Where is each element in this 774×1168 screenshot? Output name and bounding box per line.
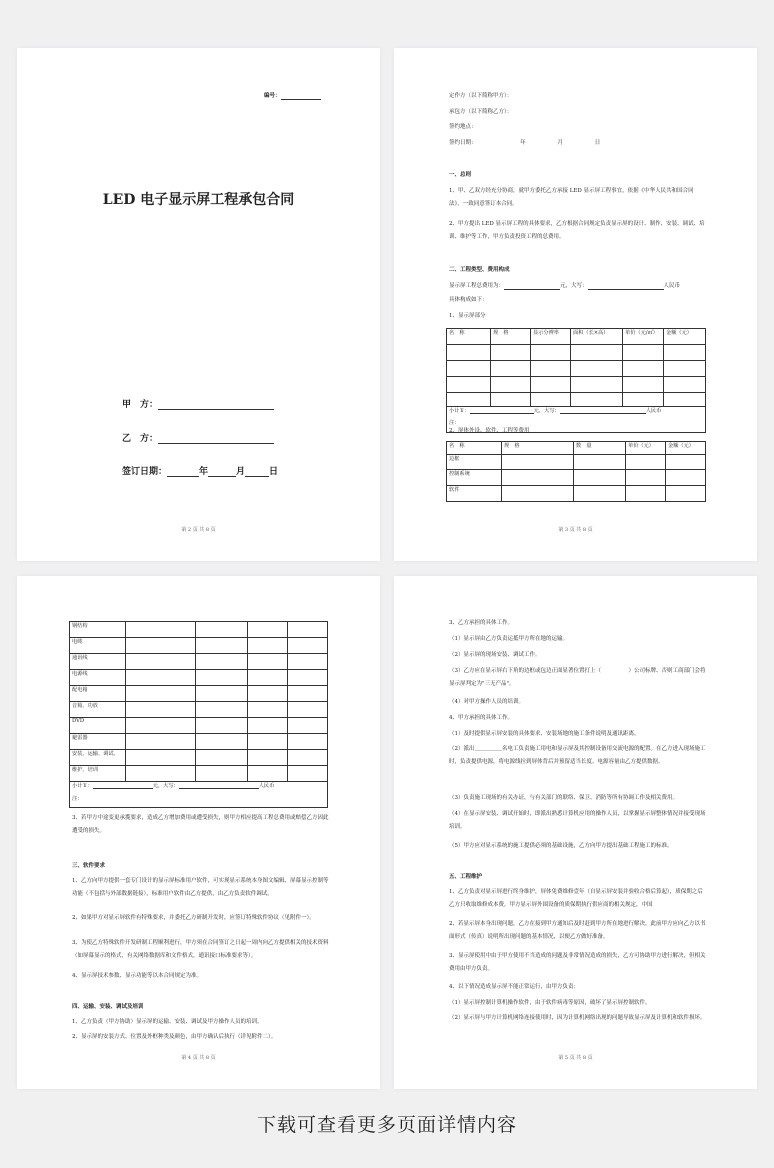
- contract-title: LED 电子显示屏工程承包合同: [102, 192, 295, 208]
- subtotal-row: 小计￥： 元，大写： 人民币: [447, 407, 706, 419]
- peripheral-cost-table: [446, 441, 706, 502]
- party-a-line: 甲 方：: [122, 397, 274, 410]
- clause-3-3: （3）乙方应在显示屏右下角的边框或包边正面显著位置打上（ ）公司标牌、否则工商部门会将显示屏判定为"三无产品"。: [449, 668, 706, 687]
- page-footer: 第 2 页 共 8 页: [181, 527, 216, 533]
- page-2: [17, 48, 380, 561]
- location-field: 签约地点：: [449, 124, 477, 130]
- section-5-p4-2: （2）显示屏与甲方计算机网络连接使用时，因为计算机网络出现的问题导致显示屏及计算机和软件损坏。: [449, 1015, 706, 1021]
- table-row: 通讯线: [70, 654, 328, 670]
- party-b-line: 乙 方：: [122, 431, 274, 444]
- table-header-cell: 显示分辨率: [531, 329, 571, 345]
- table-row: 电缆: [70, 638, 328, 654]
- table-row: 安装、运输、调试、: [70, 750, 328, 766]
- table-row: 避雷器: [70, 734, 328, 750]
- page-5: [394, 576, 757, 1089]
- party-a-field: 定作方（以下简称甲方）：: [449, 93, 513, 99]
- party-b-field: 承包方（以下简称乙方）：: [449, 109, 513, 115]
- table-row: [447, 345, 706, 361]
- table-row: DVD: [70, 718, 328, 734]
- table-row: 配电箱: [70, 686, 328, 702]
- table-row: [447, 377, 706, 393]
- section-5-p4: 4、以下情况造成显示屏不能正常运行，由甲方负责：: [449, 984, 580, 990]
- page-3: [394, 48, 757, 561]
- clause-4-3: （3）负责施工现场的有关办证，与有关部门的联络、保卫、消防等所有协调工作及相关费用。: [449, 795, 679, 801]
- section-3-p2: 2、如果甲方对显示屏软件有特殊要求，并委托乙方研制开发时，应签订特殊软件协议（见附件一）。: [72, 915, 315, 921]
- table-row: [447, 393, 706, 407]
- section-1-p1: 1、甲、乙双方经充分协商，就甲方委托乙方承接 LED 显示屏工程事宜，依据《中华人民共和国合同法》，一致同意签订本合同。: [449, 188, 694, 207]
- clause-3-4: （4）对甲方操作人员的培训。: [449, 699, 525, 705]
- table-header-cell: 名 称: [447, 329, 491, 345]
- table-header-cell: 单价（元/㎡）: [623, 329, 664, 345]
- page-footer: 第 4 页 共 8 页: [181, 1055, 216, 1061]
- part-2-label: 2、屏体外设、软件、工程等费用: [449, 428, 530, 434]
- table-row: 控制系统: [447, 470, 706, 486]
- note-row: 注：: [447, 419, 706, 433]
- table-header-cell: 规 格: [502, 442, 574, 455]
- page-4: [17, 576, 380, 1089]
- section-1-title: 一、总则: [449, 172, 472, 178]
- composition-label: 具体构成如下：: [449, 297, 488, 303]
- note-row: 注：: [70, 795, 328, 808]
- section-5-p3: 3、显示屏使用中由于甲方使用不当造成的问题及非常情况造成的损失，乙方可协助甲方进行解决，但相关费用由甲方负责。: [449, 953, 706, 972]
- section-5-p2: 2、若显示屏本身出现问题，乙方在接到甲方通知后及时赶到甲方所在地进行解决。此前甲方应向乙方以书面形式（传真）说明所出现问题的基本情况，以便乙方做好准备。: [449, 921, 706, 940]
- date-field: 签约日期： 年 月 日: [449, 140, 601, 146]
- section-3-p4: 4、显示屏技术参数、显示功能等以本合同规定为准。: [72, 973, 203, 979]
- total-cost-line: 显示屏工程总费用为： 元，大写： 人民币: [449, 283, 681, 289]
- clause-3: 3、若甲方中途变更承揽要求，造成乙方增加费用或遭受损失，则甲方相应提高工程总费用或赔偿乙方因此遭受的损失。: [72, 815, 329, 834]
- table-row: [447, 361, 706, 377]
- section-3-title: 三、软件要求: [72, 863, 106, 869]
- table-row: 电源线: [70, 670, 328, 686]
- display-cost-table: [446, 328, 706, 433]
- section-5-title: 五、工程维护: [449, 874, 483, 880]
- equipment-table: [69, 621, 328, 808]
- clause-4-5: （5）甲方应对显示系统的施工提供必须的基础设施，乙方向甲方提出基础工程施工的标准。: [449, 843, 673, 849]
- clause-3-2: （2）显示屏的现场安装、调试工作。: [449, 652, 541, 658]
- subtotal-row: 小计￥： 元，大写： 人民币: [70, 782, 328, 795]
- section-3-p1: 1、乙方向甲方提供一套专门设计的显示屏标准用户软件，可实现显示系统本身图文编辑、屏幕显示控制等功能（不包括与外部数据链接），标准用户软件由乙方提供，由乙方负责软件调试。: [72, 878, 329, 897]
- table-header-cell: 数 量: [574, 442, 626, 455]
- section-2-title: 二、工程类型、费用构成: [449, 267, 510, 273]
- table-header-cell: 金额（元）: [666, 442, 706, 455]
- clause-4-2: （2）派出＿＿＿＿＿名电工负责施工用电和显示屏及其控制设备用交流电源的配置。在乙方进入现场施工时，负责提供电源，将电源线拉到屏体背后并预留适当长度。电源容量由乙方提供数据。: [449, 746, 706, 765]
- section-1-p2: 2、甲方提出 LED 显示屏工程的具体要求，乙方根据合同规定负责显示屏的设计、制作、安装、调试、培训、维护等工作，甲方负责投资工程的总费用。: [449, 221, 705, 240]
- section-4-p2: 2、显示屏的安装方式、位置及外框种类及颜色，由甲方确认后执行（详见附件二）。: [72, 1034, 277, 1040]
- table-header-cell: 金额（元）: [664, 329, 706, 345]
- table-header-cell: 名 称: [447, 442, 502, 455]
- section-5-p4-1: （1）显示屏控制计算机操作软件，由于软件病毒等原因，破坏了显示屏控制软件。: [449, 1000, 651, 1006]
- table-row: 维护、培训: [70, 766, 328, 782]
- table-header-cell: 规 格: [491, 329, 531, 345]
- section-4-title: 四、运输、安装、调试及培训: [72, 1004, 144, 1010]
- download-more-caption[interactable]: 下载可查看更多页面详情内容: [256, 1114, 517, 1136]
- page-footer: 第 3 页 共 8 页: [558, 527, 593, 533]
- contract-number-label: 编号：: [264, 92, 321, 100]
- clause-4: 4、甲方承担的具体工作。: [449, 715, 514, 721]
- table-row: 边框: [447, 455, 706, 470]
- table-row: 音箱、功放: [70, 702, 328, 718]
- clause-4-1: （1）及时提供显示屏安装的具体要求、安装场地的施工条件说明及通讯距离。: [449, 731, 640, 737]
- page-footer: 第 5 页 共 8 页: [558, 1055, 593, 1061]
- part-1-label: 1、显示屏部分: [449, 313, 486, 319]
- table-row: 钢结构: [70, 622, 328, 638]
- clause-3: 3、乙方承担的具体工作。: [449, 620, 514, 626]
- section-4-p1: 1、乙方负责（甲方协助）显示屏的运输、安装、调试及甲方操作人员的培训。: [72, 1019, 263, 1025]
- section-5-p1: 1、乙方负责对显示屏进行终身维护，屏体免费维修壹年（自显示屏安装并验收合格后算起），质保期之后乙方只收取维修成本费，甲方显示屏外围设备的质保期执行供应商的相关规定，中国: [449, 889, 703, 908]
- section-3-p3: 3、为使乙方特殊软件开发研制工程顺利进行，甲方须在合同签订之日起一周内向乙方提供相关的技术资料（如屏幕显示的格式，有关网络数据库和文件格式，通讯接口标准要求等）。: [72, 940, 329, 959]
- sign-date-line: 签订日期： 年 月 日: [122, 467, 279, 477]
- table-header-cell: 面积（长×高）: [571, 329, 623, 345]
- table-row: 软件: [447, 486, 706, 502]
- clause-3-1: （1）显示屏由乙方负责运抵甲方所在地的运输。: [449, 636, 569, 642]
- clause-4-4: （4）在显示屏安装、调试开始时，即派出熟悉计算机应用的操作人员，以掌握显示屏整体情况并接受现场培训。: [449, 811, 706, 830]
- table-header-cell: 单价（元）: [626, 442, 666, 455]
